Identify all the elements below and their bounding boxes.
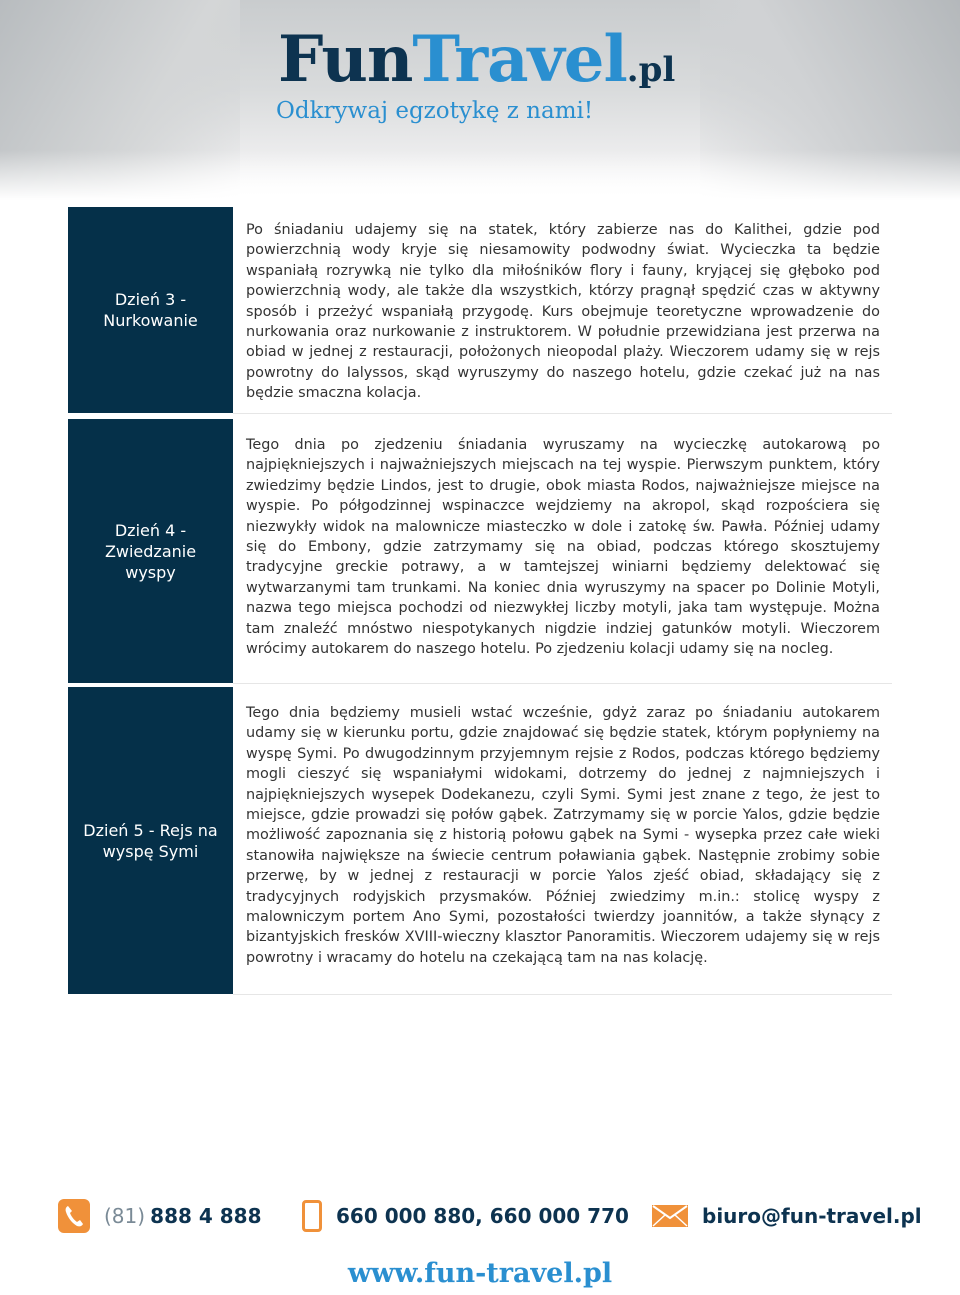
logo-tld: pl (638, 50, 676, 90)
envelope-icon (652, 1205, 688, 1227)
phone-icon (58, 1199, 90, 1233)
day-description: Tego dnia będziemy musieli wstać wcześnie, gdyż zaraz po śniadaniu autokarem udamy się w kierunku portu, gdzie znajdować się będzie statek, którym popłyniemy na wyspę Symi. Po dwugodzinnym przyjemnym rejsie z Rodos, podczas którego będziemy mogli cieszyć się wspaniałymi widokami, dotrzemy do jednej z najmniejszych i najpiękniejszych wysepek Dodekanezu, czyli Symi. Symi jest znane z tego, że jest to miejsce, gdzie prowadzi się połów gąbek. Zatrzymamy się w porcie Yalos, gdzie będzie możliwość zapoznania się z historią połowu gąbek na Symi - wysepka przez całe wieki stanowiła największe na świecie centrum poławiania gąbek. Następnie zrobimy sobie przerwę, by w jednej z restauracji w porcie Yalos zjeść obiad, składający się z tradycyjnych rodyjskich przysmaków. Później zwiedzimy m.in.: stolicę wyspy z malowniczym portem Ano Symi, pozostałości twierdzy joannitów, a także słynący z bizantyjskich fresków XVIII-wieczny klasztor Panoramitis. Wieczorem udajemy się w rejs powrotny i wracamy do hotelu na czekającą tam na nas kolację. (246, 705, 880, 966)
day-description: Tego dnia po zjedzeniu śniadania wyruszamy na wycieczkę autokarową po najpiękniejszych i najważniejszych miejscach na tej wyspie. Pierwszym punktem, który zwiedzimy będzie Lindos, jest to drugie, obok miasta Rodos, najważniejsze miejsce na wyspie. Po półgodzinnej wspinaczce wejdziemy na akropol, skąd rozpościera się niezwykły widok na malownicze miasteczko w dole i zatokę św. Pawła. Później udamy się do Embony, gdzie zatrzymamy się na obiad, podczas którego skosztujemy tradycyjne greckie potrawy, a w tamtejszej winiarni będziemy delektować się wytwarzanymi tam trunkami. Na koniec dnia wyruszymy na spacer po Dolinie Motyli, nazwa tego miejsca pochodzi od niezwykłej liczby motyli, jaka tam występuje. Można tam znaleźć mnóstwo niespotykanych nigdzie indziej gatunków motyli. Wieczorem wrócimy autokarem do naszego hotelu. Po zjedzeniu kolacji udamy się na nocleg. (246, 437, 880, 658)
email-link[interactable]: biuro@fun-travel.pl (702, 1204, 922, 1228)
logo-dot: . (626, 50, 639, 90)
day-label: Dzień 5 - Rejs na wyspę Symi (83, 820, 218, 861)
envelope-icon-glyph (652, 1205, 688, 1227)
row-divider (233, 683, 892, 684)
itinerary-row-day-3 (68, 207, 892, 413)
header-banner (0, 0, 960, 200)
itinerary-row-day-4 (68, 419, 892, 683)
day-label: Dzień 4 - Zwiedzanie wyspy (104, 520, 197, 582)
itinerary-row-day-5 (68, 687, 892, 994)
contact-email (652, 1198, 922, 1234)
day-label-cell (68, 687, 233, 994)
logo-accent: Travel (412, 22, 627, 97)
mobile-phone-icon (302, 1200, 322, 1232)
logo-main: Fun (278, 22, 413, 97)
contact-mobile (302, 1198, 629, 1234)
row-divider (233, 994, 892, 995)
phone-prefix: (81) (104, 1204, 146, 1228)
header-fade (0, 150, 960, 200)
day-label: Dzień 3 - Nurkowanie (103, 290, 198, 330)
day-label-cell (68, 207, 233, 413)
phone-number[interactable]: 888 4 888 (150, 1204, 262, 1228)
contact-phone (58, 1198, 262, 1234)
website-link[interactable]: www.fun-travel.pl (347, 1258, 613, 1289)
tagline: Odkrywaj egzotykę z nami! (276, 98, 594, 124)
day-label-cell (68, 419, 233, 683)
day-description: Po śniadaniu udajemy się na statek, który zabierze nas do Kalithei, gdzie pod powierzchnią wody kryje się niesamowity podwodny świat. Wycieczka ta będzie wspaniałą rozrywką nie tylko dla miłośników flory i fauny, kryjącej się głęboko pod powierzchnią wody, ale także dla wszystkich, którzy pragnął spędzić czas w aktywny sposób i przeżyć wspaniałą przygodę. Kurs obejmuje teoretyczne wprowadzenie do nurkowania oraz nurkowanie z instruktorem. W południe przewidziana jest przerwa na obiad w jednej z restauracji, położonych nieopodal plaży. Wieczorem udamy się w rejs powrotny do Ialyssos, skąd wyruszymy do naszego hotelu, gdzie czekać już na nas będzie smaczna kolacja. (246, 222, 880, 402)
mobile-numbers[interactable]: 660 000 880, 660 000 770 (336, 1204, 629, 1228)
row-divider (233, 413, 892, 414)
phone-icon-glyph (58, 1199, 90, 1233)
logo (278, 22, 676, 97)
